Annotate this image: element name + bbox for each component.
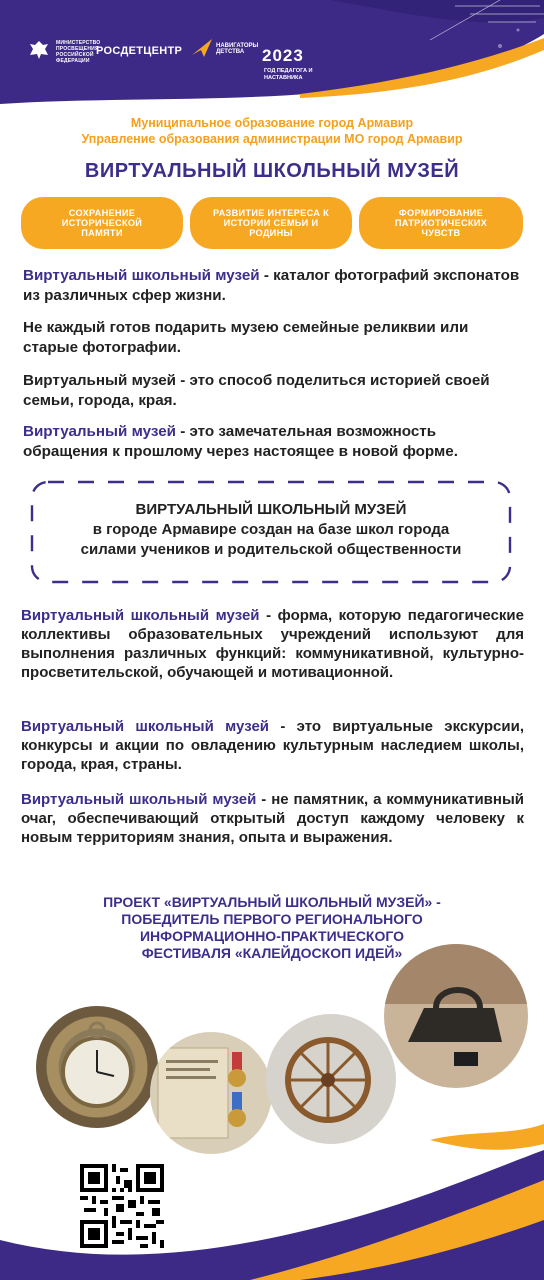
qr-code[interactable] [80,1164,164,1248]
photo-antique-iron [384,944,528,1088]
body-paragraph-2: Виртуальный школьный музей - это виртуальные экскурсии, конкурсы и акции по овладению культурным наследием школы, города, края, страны. [21,718,524,773]
pill-patriotism: ФОРМИРОВАНИЕ ПАТРИОТИЧЕСКИХ ЧУВСТВ [359,197,523,249]
body-paragraph-1: Виртуальный школьный музей - форма, которую педагогические коллективы образовательных учреждений используют для выполнения различных функций: коммуникативной, культурно-просветительской, обучающей и мотивационной. [21,607,524,681]
project-line-4: ФЕСТИВАЛЯ «КАЛЕЙДОСКОП ИДЕЙ» [141,945,403,961]
project-line-1: ПРОЕКТ «ВИРТУАЛЬНЫЙ ШКОЛЬНЫЙ МУЗЕЙ» - [103,894,441,910]
year-logo-caption: ГОД ПЕДАГОГА И НАСТАВНИКА [264,68,313,81]
pill-interest: РАЗВИТИЕ ИНТЕРЕСА К ИСТОРИИ СЕМЬИ И РОДИНЫ [190,197,352,249]
callout-line-1: ВИРТУАЛЬНЫЙ ШКОЛЬНЫЙ МУЗЕЙ [135,501,407,518]
org-line-department: Управление образования администрации МО город Армавир [81,132,463,146]
navigators-star-icon [190,37,214,59]
callout-line-2: в городе Армавире создан на базе школ города [92,521,450,538]
intro-paragraph-2: Не каждый готов подарить музею семейные реликвии или старые фотографии. [23,319,469,356]
intro-paragraph-4: Виртуальный музей - это замечательная возможность обращения к прошлому через настоящее в новой форме. [23,423,458,460]
intro-paragraph-3: Виртуальный музей - это способ поделиться историей своей семьи, города, края. [23,372,490,409]
photo-spinning-wheel [266,1014,396,1144]
rosdetcentr-logo: РОСДЕТЦЕНТР [96,45,183,57]
project-line-2: ПОБЕДИТЕЛЬ ПЕРВОГО РЕГИОНАЛЬНОГО [121,911,423,927]
logo-row [0,22,544,81]
callout-text [30,500,512,560]
page-title: ВИРТУАЛЬНЫЙ ШКОЛЬНЫЙ МУЗЕЙ [84,160,460,182]
ministry-logo-text: МИНИСТЕРСТВО ПРОСВЕЩЕНИЯ РОССИЙСКОЙ ФЕДЕРАЦИИ [56,40,101,64]
photo-documents-medals [150,1032,272,1154]
project-line-3: ИНФОРМАЦИОННО-ПРАКТИЧЕСКОГО [139,928,405,944]
navigators-logo: НАВИГАТОРЫ ДЕТСТВА [216,43,259,55]
callout-line-3: силами учеников и родительской общественности [80,541,462,558]
photo-pocket-watch [36,1006,158,1128]
year-logo-number: 2023 [262,46,304,65]
ministry-emblem-icon [28,39,50,61]
pill-memory: СОХРАНЕНИЕ ИСТОРИЧЕСКОЙ ПАМЯТИ [21,197,183,249]
intro-paragraph-1: Виртуальный школьный музей - каталог фотографий экспонатов из различных сфер жизни. [23,267,520,304]
body-paragraph-3: Виртуальный школьный музей - не памятник, а коммуникативный очаг, обеспечивающий открытый доступ каждому человеку к новым территориям знания, опыта и выражения. [21,791,524,846]
org-line-municipality: Муниципальное образование город Армавир [130,116,414,130]
